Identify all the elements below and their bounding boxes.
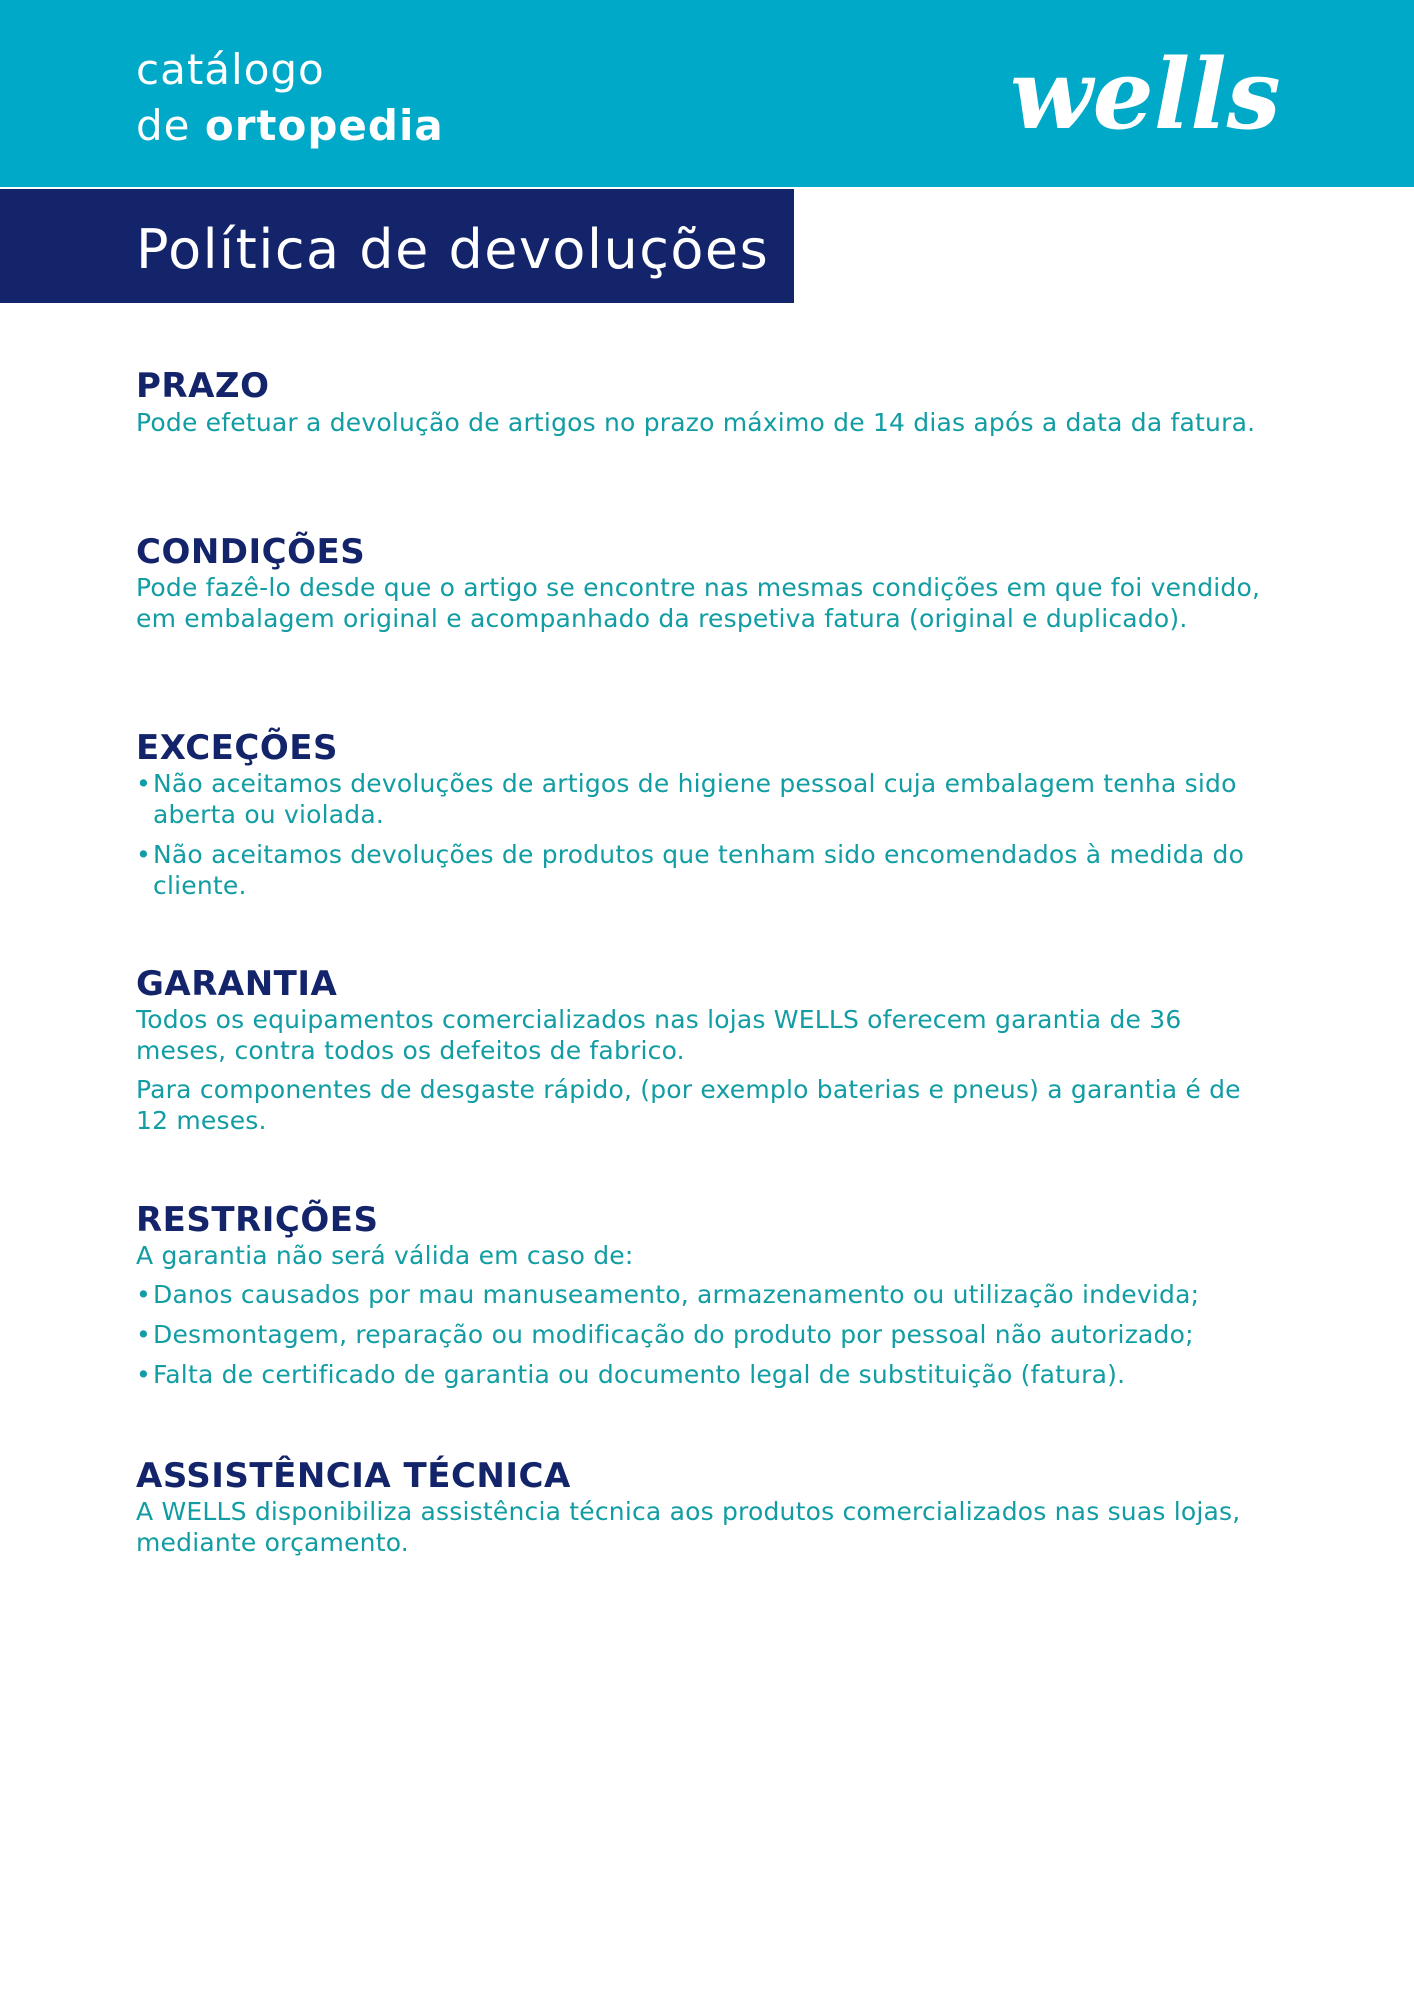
section-heading: EXCEÇÕES	[136, 728, 338, 768]
catalog-title-line2	[136, 98, 444, 154]
section-heading: PRAZO	[136, 366, 270, 406]
section-assistencia	[136, 1456, 1276, 1558]
section-prazo	[136, 366, 1276, 438]
section-excecoes	[136, 728, 1276, 901]
section-garantia	[136, 964, 1276, 1136]
wells-logo	[1008, 44, 1288, 154]
section-intro: A garantia não será válida em caso de:	[136, 1241, 634, 1270]
page-title: Política de devoluções	[136, 218, 770, 281]
wells-logo-text: wells	[1010, 44, 1281, 151]
section-heading: CONDIÇÕES	[136, 532, 366, 572]
section-condicoes	[136, 532, 1276, 634]
section-heading: GARANTIA	[136, 964, 338, 1004]
catalog-title-line1: catálogo	[136, 45, 325, 94]
section-text: A WELLS disponibiliza assistência técnica aos produtos comercializados nas suas lojas, mediante orçamento.	[136, 1497, 1241, 1557]
list-item: • Desmontagem, reparação ou modificação do produto por pessoal não autorizado;	[136, 1319, 1276, 1350]
list-item: • Não aceitamos devoluções de artigos de higiene pessoal cuja embalagem tenha sido aberta ou violada.	[136, 768, 1276, 830]
catalog-title	[136, 42, 444, 154]
list-item: • Danos causados por mau manuseamento, armazenamento ou utilização indevida;	[136, 1279, 1276, 1310]
section-restricoes	[136, 1200, 1276, 1390]
catalog-title-bold: ortopedia	[204, 101, 444, 150]
section-text: Pode efetuar a devolução de artigos no prazo máximo de 14 dias após a data da fatura.	[136, 408, 1256, 437]
section-heading: ASSISTÊNCIA TÉCNICA	[136, 1456, 571, 1496]
section-heading: RESTRIÇÕES	[136, 1200, 379, 1240]
excecoes-list	[136, 768, 1276, 901]
list-item: • Falta de certificado de garantia ou documento legal de substituição (fatura).	[136, 1359, 1276, 1390]
section-text: Para componentes de desgaste rápido, (por exemplo baterias e pneus) a garantia é de 12 meses.	[136, 1075, 1241, 1135]
list-item: • Não aceitamos devoluções de produtos que tenham sido encomendados à medida do cliente.	[136, 839, 1276, 901]
section-text: Todos os equipamentos comercializados nas lojas WELLS oferecem garantia de 36 meses, contra todos os defeitos de fabrico.	[136, 1005, 1182, 1065]
catalog-title-prefix: de	[136, 101, 205, 150]
restricoes-list	[136, 1279, 1276, 1390]
section-text: Pode fazê-lo desde que o artigo se encontre nas mesmas condições em que foi vendido, em embalagem original e acompanhado da respetiva fatura (original e duplicado).	[136, 573, 1261, 633]
